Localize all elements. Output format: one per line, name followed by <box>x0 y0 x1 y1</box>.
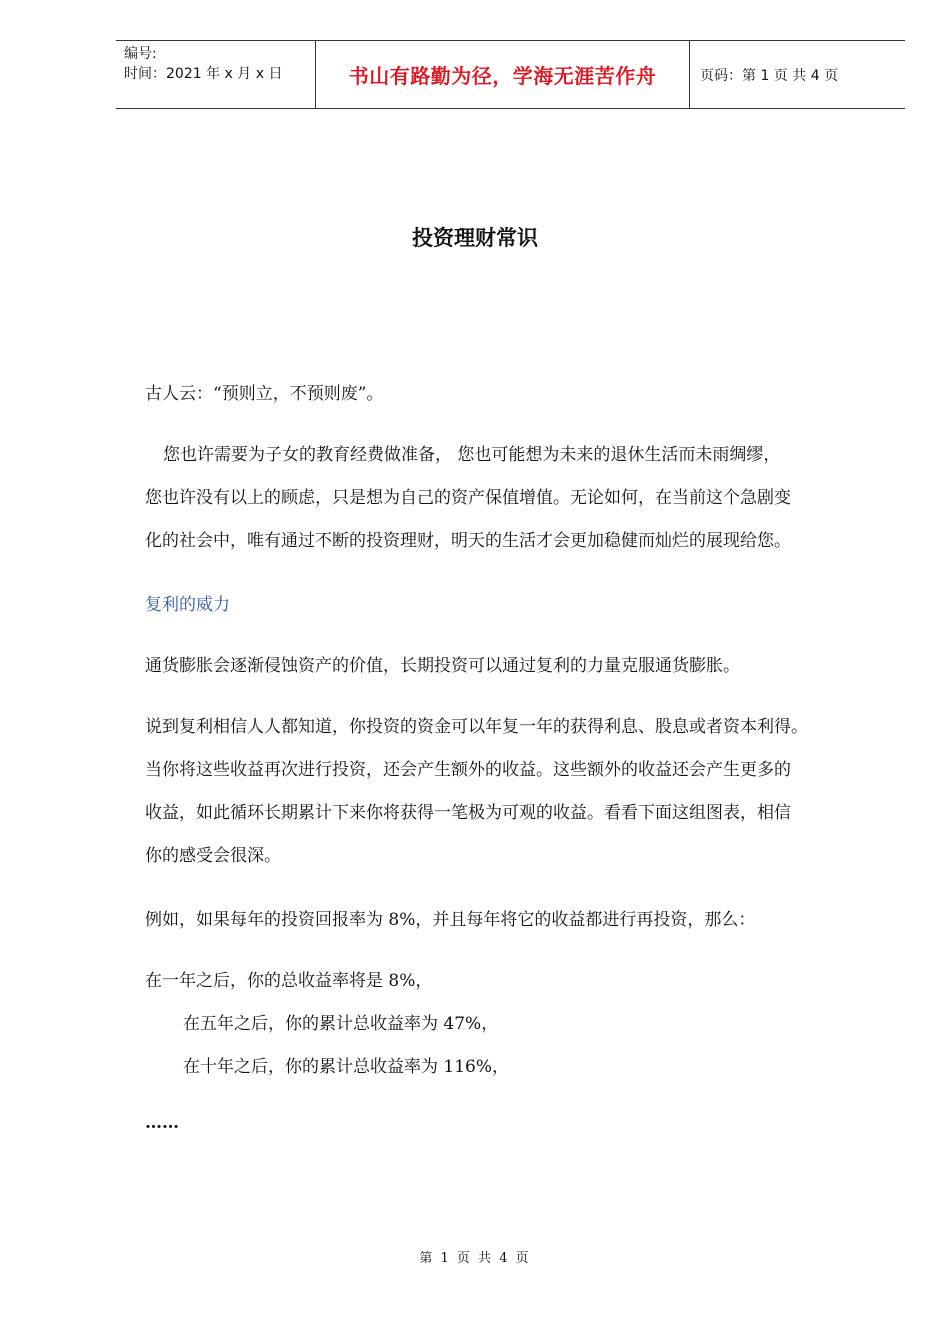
example-line: 例如，如果每年的投资回报率为 8%，并且每年将它的收益都进行再投资，那么： <box>145 910 756 930</box>
compound-line-3: 收益，如此循环长期累计下来你将获得一笔极为可观的收益。看看下面这组图表，相信 <box>145 803 791 823</box>
compound-line-1: 说到复利相信人人都知道，你投资的资金可以年复一年的获得利息、股息或者资本利得。 <box>145 717 808 737</box>
header-meta <box>116 41 316 108</box>
header-page-info: 页码：第 1 页 共 4 页 <box>700 67 839 84</box>
ellipsis: …… <box>145 1113 179 1133</box>
intro-line-1: 您也许需要为子女的教育经费做准备， 您也可能想为未来的退休生活而未雨绸缪， <box>163 445 781 465</box>
intro-line-3: 化的社会中，唯有通过不断的投资理财，明天的生活才会更加稳健而灿烂的展现给您。 <box>145 531 791 551</box>
date-label: 时间：2021 年 x 月 x 日 <box>124 66 283 82</box>
section-heading: 复利的威力 <box>145 595 230 615</box>
result-line-1: 在一年之后，你的总收益率将是 8%， <box>145 971 433 991</box>
document-title: 投资理财常识 <box>412 226 538 250</box>
header-motto: 书山有路勤为径，学海无涯苦作舟 <box>316 41 690 108</box>
result-line-3: 在十年之后，你的累计总收益率为 116%， <box>183 1057 510 1077</box>
page-footer: 第 1 页 共 4 页 <box>419 1251 531 1266</box>
compound-line-2: 当你将这些收益再次进行投资，还会产生额外的收益。这些额外的收益还会产生更多的 <box>145 760 791 780</box>
intro-line-2: 您也许没有以上的顾虑，只是想为自己的资产保值增值。无论如何，在当前这个急剧变 <box>145 488 791 508</box>
serial-number-label: 编号: <box>124 46 157 62</box>
result-line-2: 在五年之后，你的累计总收益率为 47%， <box>183 1014 499 1034</box>
compound-line-4: 你的感受会很深。 <box>145 846 281 866</box>
inflation-line: 通货膨胀会逐渐侵蚀资产的价值，长期投资可以通过复利的力量克服通货膨胀。 <box>145 656 740 676</box>
document-header <box>116 40 905 109</box>
quote-line: 古人云：“预则立，不预则废”。 <box>145 384 384 404</box>
